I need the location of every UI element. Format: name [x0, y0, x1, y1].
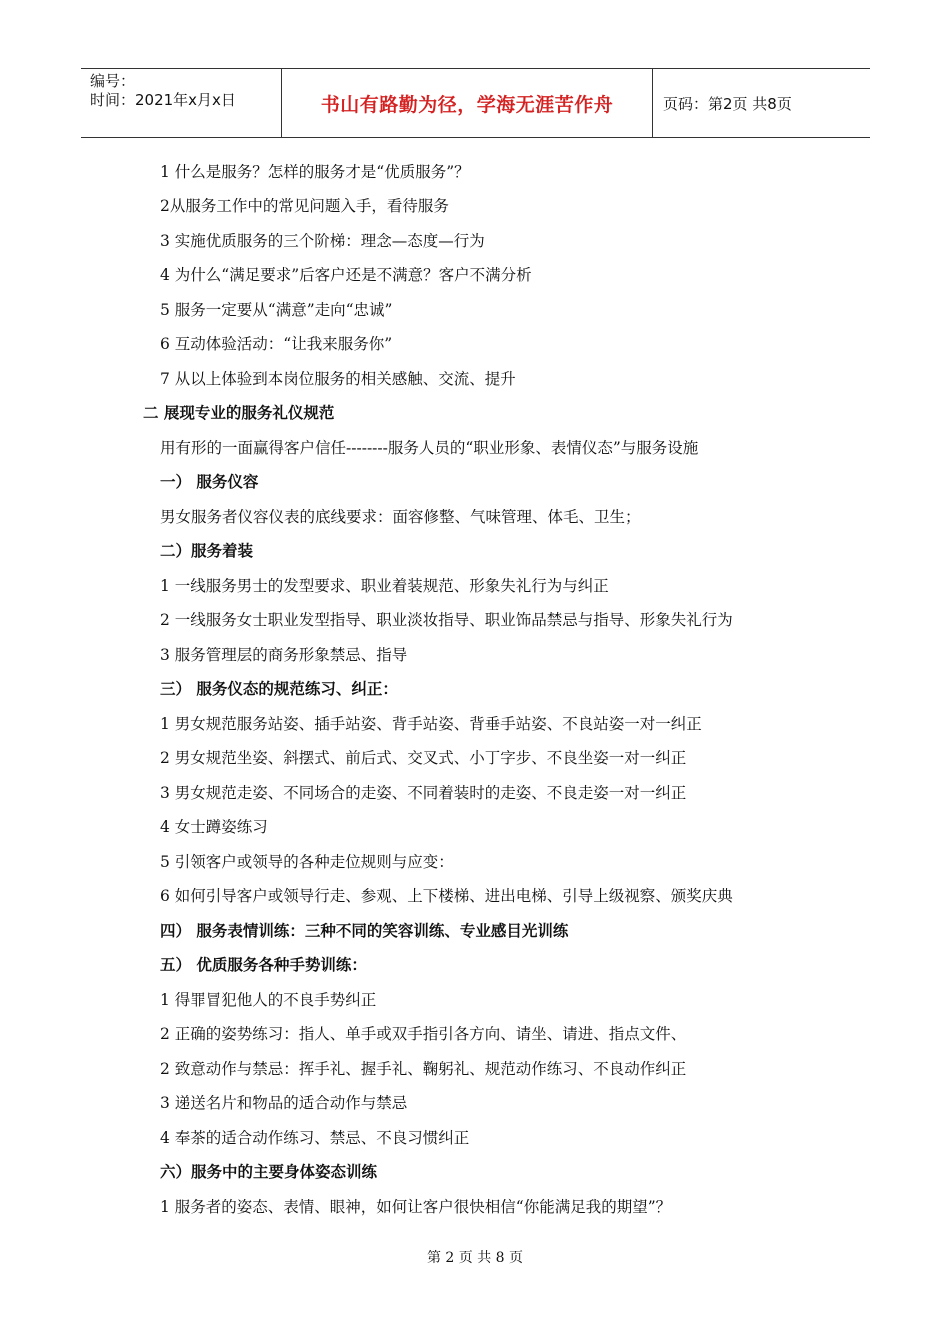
text-line: 3 服务管理层的商务形象禁忌、指导: [160, 646, 408, 664]
time-label: 时间：2021年x月x日: [90, 91, 236, 109]
header-motto: 书山有路勤为径，学海无涯苦作舟: [282, 69, 653, 137]
text-line: 5 引领客户或领导的各种走位规则与应变：: [160, 853, 454, 871]
text-line: 1 一线服务男士的发型要求、职业着装规范、形象失礼行为与纠正: [160, 577, 609, 595]
section-heading: 二 展现专业的服务礼仪规范: [143, 404, 335, 422]
text-line: 1 得罪冒犯他人的不良手势纠正: [160, 991, 377, 1009]
text-line: 1 男女规范服务站姿、插手站姿、背手站姿、背垂手站姿、不良站姿一对一纠正: [160, 715, 702, 733]
text-line: 5 服务一定要从“满意”走向“忠诚”: [160, 301, 393, 319]
text-line: 2 致意动作与禁忌：挥手礼、握手礼、鞠躬礼、规范动作练习、不良动作纠正: [160, 1060, 687, 1078]
number-label: 编号：: [90, 72, 136, 90]
header-meta: [81, 69, 282, 137]
text-line: 4 奉茶的适合动作练习、禁忌、不良习惯纠正: [160, 1129, 470, 1147]
page-header: [81, 68, 870, 138]
text-line: 用有形的一面赢得客户信任--------服务人员的“职业形象、表情仪态”与服务设施: [160, 439, 699, 457]
text-line: 男女服务者仪容仪表的底线要求：面容修整、气味管理、体毛、卫生；: [160, 508, 641, 526]
subsection-heading: 三） 服务仪态的规范练习、纠正：: [160, 680, 398, 698]
text-line: 2 正确的姿势练习：指人、单手或双手指引各方向、请坐、请进、指点文件、: [160, 1025, 687, 1043]
header-page-info: 页码：第2页 共8页: [663, 94, 792, 113]
text-line: 6 互动体验活动：“让我来服务你”: [160, 335, 393, 353]
text-line: 3 递送名片和物品的适合动作与禁忌: [160, 1094, 408, 1112]
subsection-heading: 四） 服务表情训练：三种不同的笑容训练、专业感目光训练: [160, 922, 569, 940]
text-line: 6 如何引导客户或领导行走、参观、上下楼梯、进出电梯、引导上级视察、颁奖庆典: [160, 887, 733, 905]
text-line: 3 实施优质服务的三个阶梯：理念—态度—行为: [160, 232, 485, 250]
text-line: 3 男女规范走姿、不同场合的走姿、不同着装时的走姿、不良走姿一对一纠正: [160, 784, 687, 802]
text-line: 4 为什么“满足要求”后客户还是不满意？客户不满分析: [160, 266, 532, 284]
page-footer: 第 2 页 共 8 页: [426, 1250, 524, 1266]
text-line: 2 男女规范坐姿、斜摆式、前后式、交叉式、小丁字步、不良坐姿一对一纠正: [160, 749, 687, 767]
text-line: 7 从以上体验到本岗位服务的相关感触、交流、提升: [160, 370, 516, 388]
text-line: 2从服务工作中的常见问题入手，看待服务: [160, 197, 449, 215]
text-line: 1 什么是服务？怎样的服务才是“优质服务”？: [160, 163, 470, 181]
subsection-heading: 一） 服务仪容: [160, 473, 259, 491]
subsection-heading: 二）服务着装: [160, 542, 254, 560]
text-line: 2 一线服务女士职业发型指导、职业淡妆指导、职业饰品禁忌与指导、形象失礼行为: [160, 611, 733, 629]
subsection-heading: 六）服务中的主要身体姿态训练: [160, 1163, 378, 1181]
text-line: 1 服务者的姿态、表情、眼神，如何让客户很快相信“你能满足我的期望”？: [160, 1198, 672, 1216]
subsection-heading: 五） 优质服务各种手势训练：: [160, 956, 367, 974]
text-line: 4 女士蹲姿练习: [160, 818, 268, 836]
